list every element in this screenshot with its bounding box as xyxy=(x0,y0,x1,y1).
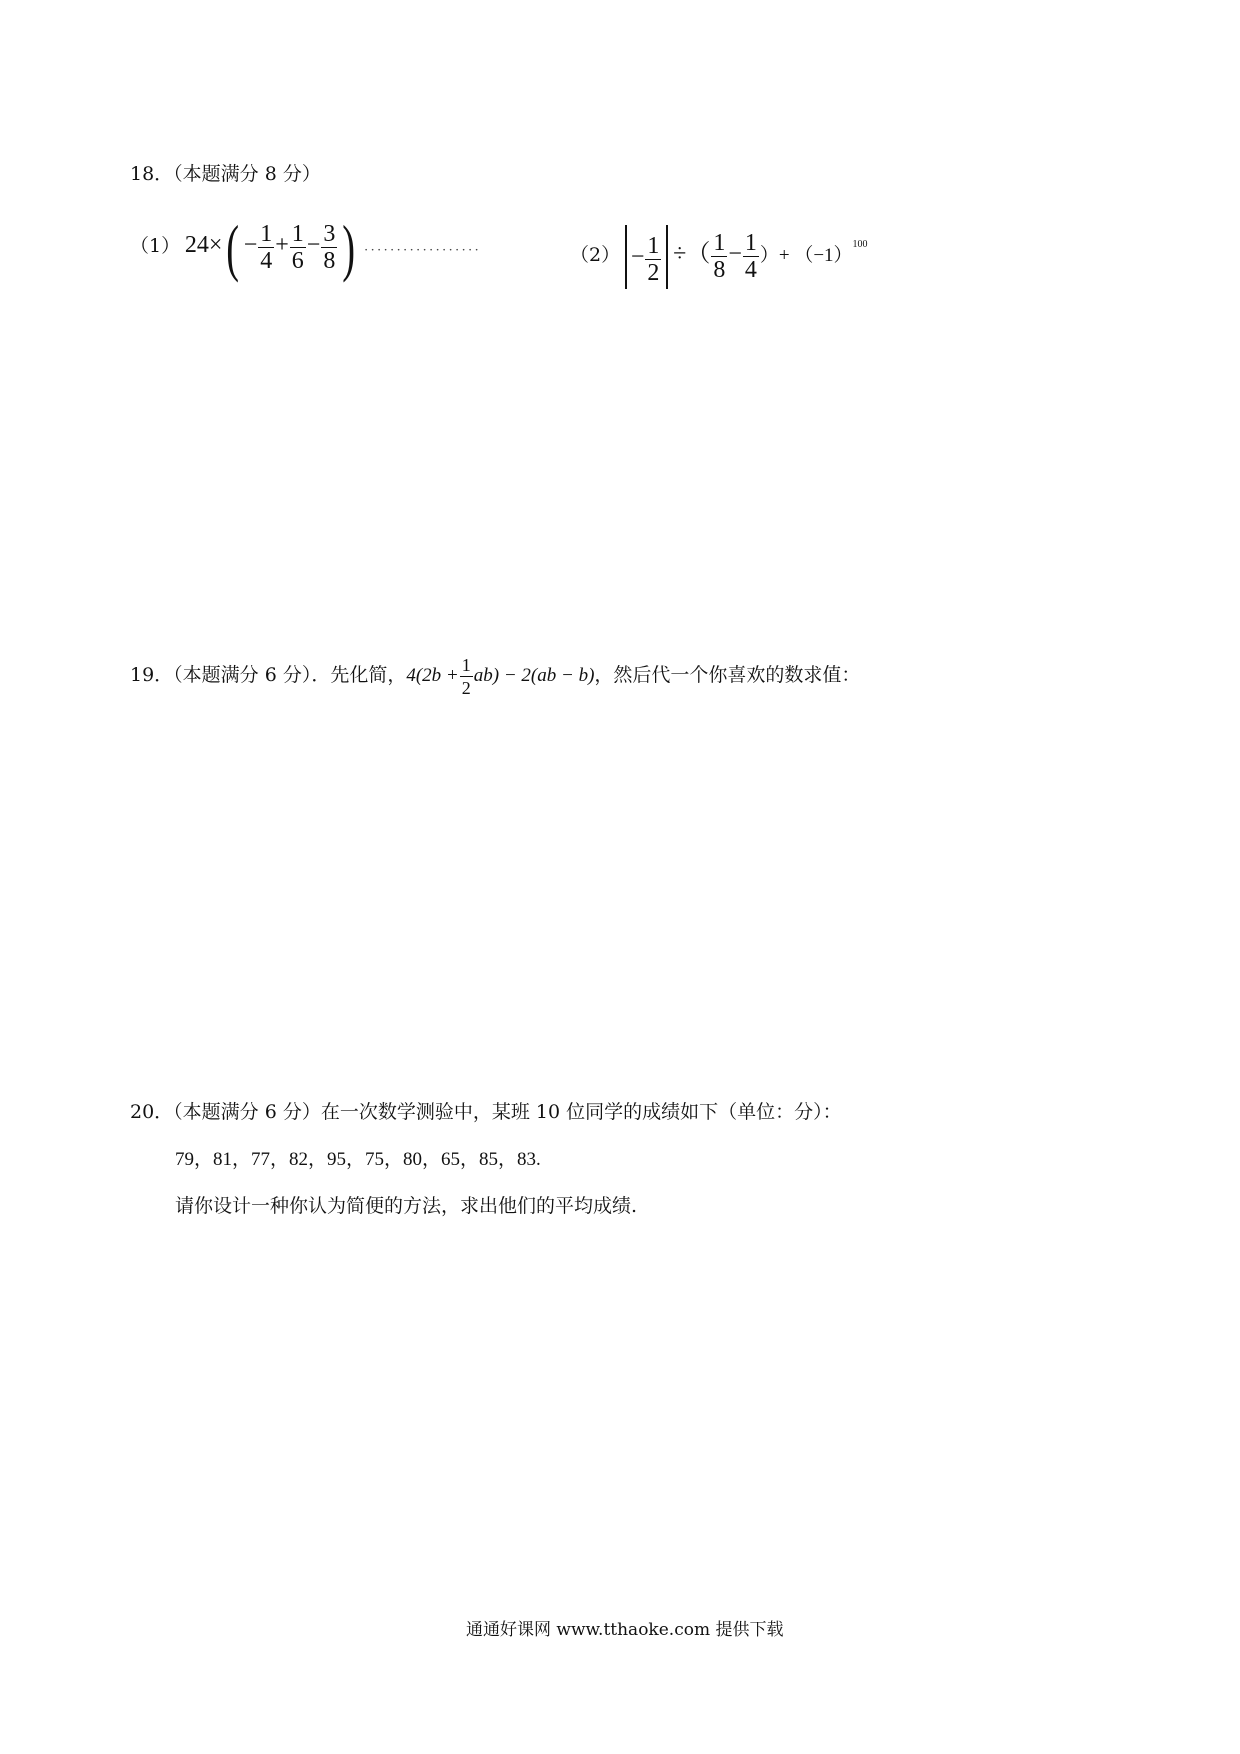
q19-expression-part1: 4(2b + xyxy=(406,665,459,686)
abs-sign: − xyxy=(630,243,645,270)
q18-part2 xyxy=(570,208,868,286)
q19-heading: 19．（本题满分 6 分）．先化简， xyxy=(130,664,407,686)
q18-part2-absolute-value xyxy=(625,225,669,289)
q18-part2-minus: − xyxy=(728,241,742,267)
q20-heading: 20．（本题满分 6 分）在一次数学测验中，某班 10 位同学的成绩如下（单位：分）： xyxy=(130,1101,842,1123)
q20-scores: 79，81，77，82，95，75，80，65，85，83. xyxy=(175,1149,541,1170)
denominator: 4 xyxy=(744,257,757,284)
q18-part2-label: （2） xyxy=(570,244,621,266)
q18-heading: 18．（本题满分 8 分） xyxy=(130,163,321,185)
q18-part2-fraction2 xyxy=(743,230,759,283)
q18-part2-exponent: 100 xyxy=(852,239,868,250)
footer-text: 通通好课网 www.tthaoke.com 提供下载 xyxy=(466,1620,784,1640)
q18-part1-coefficient: 24× xyxy=(184,232,223,258)
denominator: 8 xyxy=(323,248,336,275)
q20-instruction: 请你设计一种你认为简便的方法，求出他们的平均成绩. xyxy=(175,1195,638,1217)
q18-part1-op2: + xyxy=(275,232,289,258)
q18-part1-label: （1） xyxy=(130,235,181,257)
denominator: 4 xyxy=(260,248,273,275)
denominator: 2 xyxy=(647,259,660,286)
q18-part2-divide: ÷（ xyxy=(673,241,711,267)
numerator: 1 xyxy=(461,654,471,675)
q18-part1-op3: − xyxy=(306,232,321,258)
q18-part2-tail: ）+ （−1） xyxy=(759,245,853,266)
q19-expression-part2: ab) − 2(ab − b) xyxy=(473,665,595,686)
leader-dots: .................. xyxy=(364,239,482,255)
numerator: 1 xyxy=(260,221,273,248)
numerator: 1 xyxy=(713,230,726,257)
q18-part1-fraction1 xyxy=(258,221,274,274)
right-paren: ) xyxy=(342,211,356,283)
denominator: 6 xyxy=(291,248,304,275)
q18-part1-fraction2 xyxy=(290,221,306,274)
q19-tail: ，然后代一个你喜欢的数求值： xyxy=(594,664,861,686)
q18-part1-fraction3 xyxy=(321,221,337,274)
denominator: 8 xyxy=(713,257,726,284)
numerator: 1 xyxy=(647,232,660,259)
q18-part1 xyxy=(130,208,481,282)
left-paren: ( xyxy=(226,211,240,283)
q18-part1-sign1: − xyxy=(243,232,258,258)
q18-part2-fraction1 xyxy=(711,230,727,283)
numerator: 1 xyxy=(744,230,757,257)
numerator: 3 xyxy=(323,221,336,248)
abs-fraction xyxy=(645,233,661,286)
q19-fraction xyxy=(460,654,473,699)
q19-line xyxy=(130,645,860,705)
denominator: 2 xyxy=(461,677,471,698)
numerator: 1 xyxy=(291,221,304,248)
